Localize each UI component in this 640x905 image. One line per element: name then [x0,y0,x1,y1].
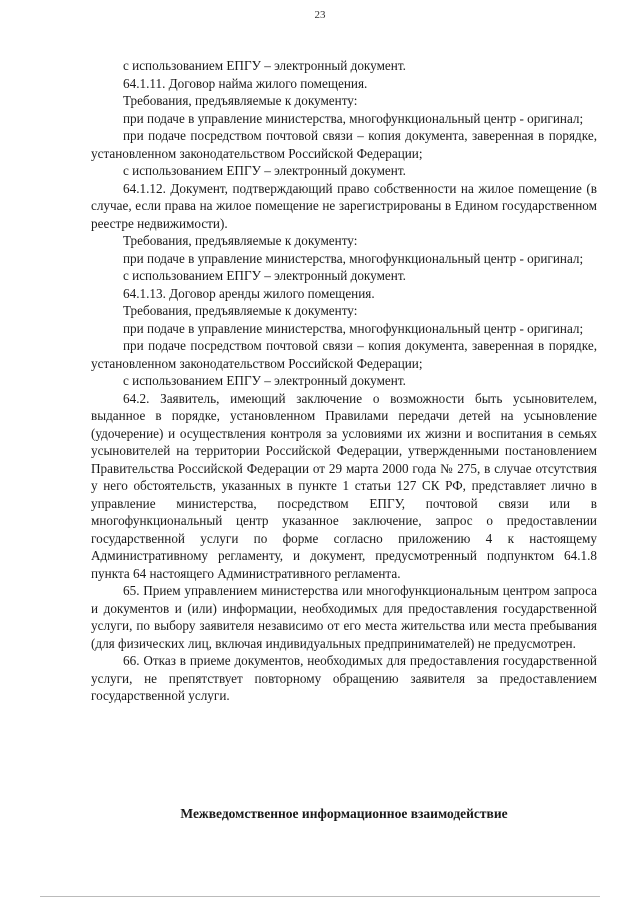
document-body [91,57,597,705]
paragraph: 64.1.11. Договор найма жилого помещения. [123,75,368,91]
paragraph: при подаче посредством почтовой связи – копия документа, заверенная в порядке, установленном законодательством Российской Федерации; [91,128,597,161]
paragraph: 66. Отказ в приеме документов, необходимых для предоставления государственной услуги, не препятствует повторному обращению заявителя за предоставлением государственной услуги. [91,653,597,703]
paragraph: с использованием ЕПГУ – электронный документ. [123,268,406,283]
paragraph: с использованием ЕПГУ – электронный документ. [123,373,406,388]
paragraph: при подаче посредством почтовой связи – копия документа, заверенная в порядке, установленном законодательством Российской Федерации; [91,338,597,371]
paragraph: при подаче в управление министерства, многофункциональный центр - оригинал; [123,320,584,336]
scan-edge-divider [40,896,600,897]
paragraph: Требования, предъявляемые к документу: [123,93,358,108]
paragraph: 64.2. Заявитель, имеющий заключение о возможности быть усыновителем, выданное в порядке, установленном Правилами передачи детей на усыновление (удочерение) и осуществления контроля за условиями их жизни и воспитания в семьях усыновителей на территории Российской Федерации, утвержденными постановлением Правительства Российской Федерации от 29 марта 2000 года № 275, в случае отсутствия у него обстоятельств, указанных в пункте 1 статьи 127 СК РФ, представляет лично в управление министерства, посредством ЕПГУ, почтовой связи или в многофункциональный центр указанное заключение, запрос о предоставлении государственной услуги по форме согласно приложению 4 к настоящему Административному регламенту, и документ, предусмотренный подпунктом 64.1.8 пункта 64 настоящего Административного регламента. [91,390,597,581]
section-heading: Межведомственное информационное взаимодействие [180,806,508,821]
paragraph: 64.1.13. Договор аренды жилого помещения. [123,285,375,301]
paragraph: Требования, предъявляемые к документу: [123,303,358,318]
paragraph: 64.1.12. Документ, подтверждающий право собственности на жилое помещение (в случае, если права на жилое помещение не зарегистрированы в Едином государственном реестре недвижимости). [91,180,597,231]
paragraph: с использованием ЕПГУ – электронный документ. [123,163,406,178]
paragraph: при подаче в управление министерства, многофункциональный центр - оригинал; [123,250,584,266]
paragraph: при подаче в управление министерства, многофункциональный центр - оригинал; [123,110,584,126]
paragraph: 65. Прием управлением министерства или многофункциональным центром запроса и документов и (или) информации, необходимых для предоставления государственной услуги, по выбору заявителя независимо от его места жительства или места пребывания (для физических лиц, включая индивидуальных предпринимателей) не предусмотрен. [91,583,597,651]
paragraph: Требования, предъявляемые к документу: [123,233,358,248]
paragraph: с использованием ЕПГУ – электронный документ. [123,58,406,73]
page-number: 23 [314,9,326,21]
